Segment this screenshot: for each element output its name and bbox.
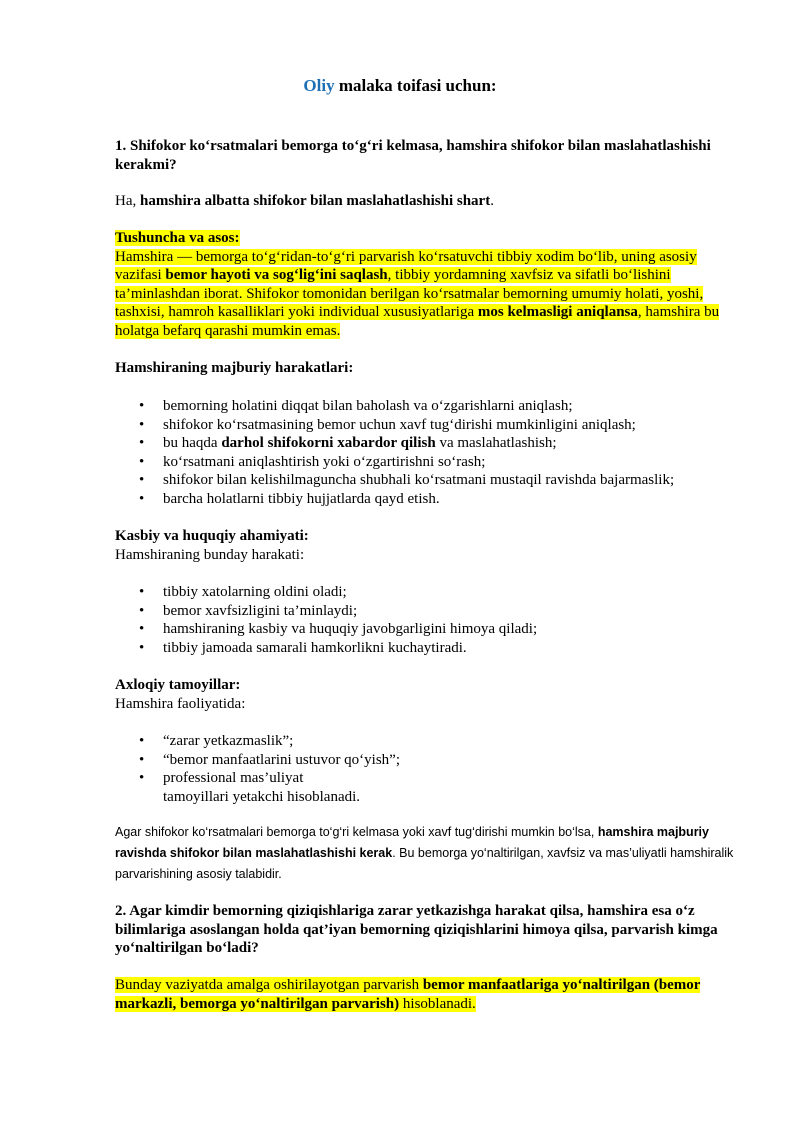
list-item: • tibbiy xatolarning oldini oladi; <box>115 583 745 602</box>
legal-list <box>115 583 745 657</box>
answer-1-pre: Ha, <box>115 193 140 209</box>
list-item: • barcha holatlarni tibbiy hujjatlarda qayd etish. <box>115 490 745 509</box>
concept-heading: Tushuncha va asos: <box>115 230 240 246</box>
concept-text-2: , tibbiy yordamning xavfsiz va sifatli bo‘lishini ta’minlashdan iborat. Shifokor tomonidan berilgan ko‘rsatmalar bemorning umumiy holati, yoshi, tashxisi, hamroh kasalliklari yoki individual xususiyatlariga <box>115 267 704 320</box>
answer-2-post: hisoblanadi. <box>399 995 476 1012</box>
list-item-pre: bu haqda <box>163 435 222 451</box>
answer-1 <box>115 192 745 211</box>
legal-section <box>115 527 745 564</box>
question-1-number: 1. <box>115 138 127 154</box>
duties-heading: Hamshiraning majburiy harakatlari: <box>115 360 354 376</box>
concept-paragraph <box>115 248 745 341</box>
list-item: • “bemor manfaatlarini ustuvor qo‘yish”; <box>115 751 745 770</box>
list-item: • ko‘rsatmani aniqlashtirish yoki o‘zgartirishni so‘rash; <box>115 453 745 472</box>
question-2-number: 2. <box>115 903 127 919</box>
summary-bold: hamshira majburiy ravishda shifokor bilan maslahatlashishi kerak <box>115 825 709 860</box>
list-item: • shifokor bilan kelishilmaguncha shubhali ko‘rsatmani mustaqil ravishda bajarmaslik; <box>115 471 745 490</box>
list-item: • tibbiy jamoada samarali hamkorlikni kuchaytiradi. <box>115 639 745 658</box>
question-1-text: Shifokor ko‘rsatmalari bemorga to‘g‘ri kelmasa, hamshira shifokor bilan maslahatlashishi kerakmi? <box>115 138 711 173</box>
list-item-post: va maslahatlashish; <box>435 435 557 451</box>
list-item: • “zarar yetkazmaslik”; <box>115 732 745 751</box>
summary-pre: Agar shifokor ko‘rsatmalari bemorga to‘g‘ri kelmasa yoki xavf tug‘dirishi mumkin bo‘lsa, <box>115 825 598 839</box>
answer-2 <box>115 976 745 1013</box>
concept-bold-1: bemor hayoti va sog‘lig‘ini saqlash <box>165 267 388 283</box>
concept-text-1: Hamshira — bemorga to‘g‘ridan-to‘g‘ri parvarish ko‘rsatuvchi tibbiy xodim bo‘lib, uning asosiy vazifasi <box>115 248 697 283</box>
legal-intro: Hamshiraning bunday harakati: <box>115 546 305 563</box>
ethics-list <box>115 732 745 806</box>
ethics-intro: Hamshira faoliyatida: <box>115 695 246 712</box>
concept-text-3: , hamshira bu holatga befarq qarashi mumkin emas. <box>115 304 720 339</box>
list-item: • bemor xavfsizligini ta’minlaydi; <box>115 602 745 621</box>
list-continuation: tamoyillari yetakchi hisoblanadi. <box>163 788 361 805</box>
question-2 <box>115 902 745 958</box>
ethics-section <box>115 676 745 713</box>
page-title <box>0 77 800 96</box>
answer-1-post: . <box>490 193 494 209</box>
answer-1-bold: hamshira albatta shifokor bilan maslahatlashishi shart <box>140 193 491 209</box>
concept-bold-2: mos kelmasligi aniqlansa <box>477 304 638 320</box>
title-accent: Oliy <box>303 76 335 95</box>
list-item: • bemorning holatini diqqat bilan baholash va o‘zgarishlarni aniqlash; <box>115 397 745 416</box>
question-1 <box>115 137 745 174</box>
duties-list <box>115 397 745 508</box>
answer-2-bold: bemor manfaatlariga yo‘naltirilgan (bemor markazli, bemorga yo‘naltirilgan parvarish) <box>115 977 701 1012</box>
answer-2-pre: Bunday vaziyatda amalga oshirilayotgan parvarish <box>115 977 423 993</box>
ethics-heading: Axloqiy tamoyillar: <box>115 677 241 693</box>
list-item: • professional mas’uliyat <box>115 769 745 788</box>
legal-heading: Kasbiy va huquqiy ahamiyati: <box>115 528 309 544</box>
summary-paragraph <box>115 822 745 885</box>
question-2-text: Agar kimdir bemorning qiziqishlariga zarar yetkazishga harakat qilsa, hamshira esa o‘z bilimlariga asoslangan holda qat’iyan bemorning qiziqishlarini himoya qilsa, parvarish kimga yo‘naltirilgan bo‘ladi? <box>115 903 718 956</box>
list-item-bold: darhol shifokorni xabardor qilish <box>221 435 436 451</box>
list-item: • hamshiraning kasbiy va huquqiy javobgarligini himoya qiladi; <box>115 620 745 639</box>
summary-post: . Bu bemorga yo‘naltirilgan, xavfsiz va mas’uliyatli hamshiralik parvarishining asosiy talabidir. <box>115 846 734 881</box>
title-text: malaka toifasi uchun: <box>334 76 497 95</box>
list-item: • shifokor ko‘rsatmasining bemor uchun xavf tug‘dirishi mumkinligini aniqlash; <box>115 416 745 435</box>
list-item <box>115 434 745 453</box>
concept-section <box>115 229 745 340</box>
